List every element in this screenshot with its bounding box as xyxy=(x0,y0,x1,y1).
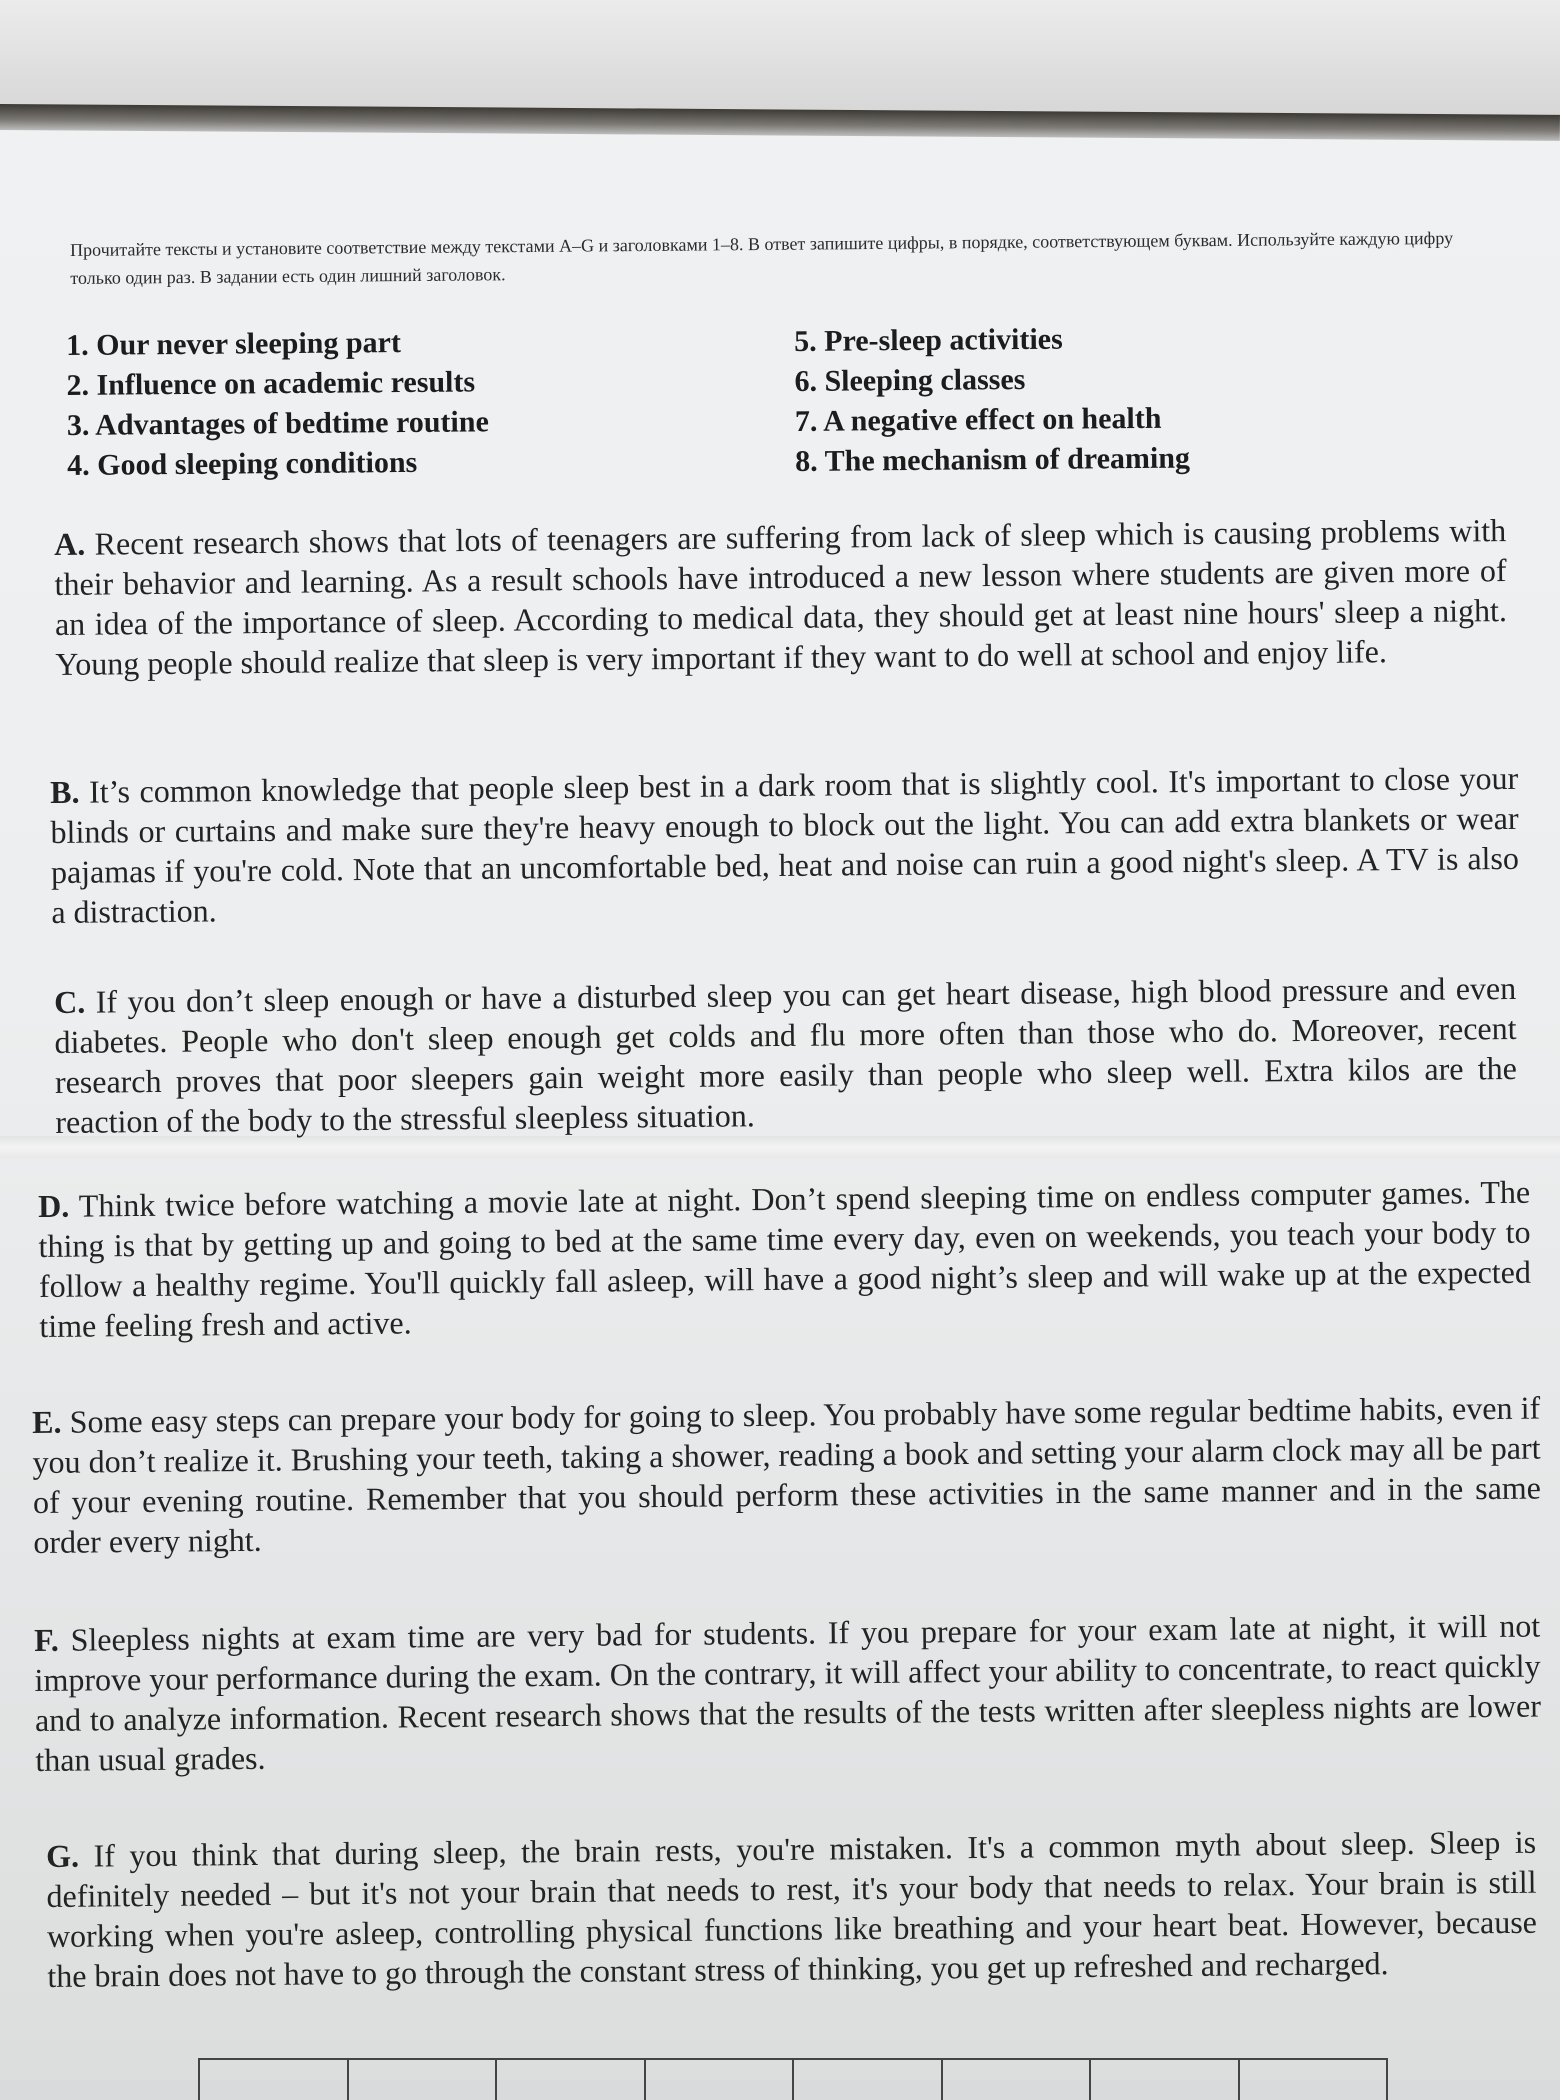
answer-cell xyxy=(198,2060,347,2100)
task-instructions: Прочитайте тексты и установите соответствие между текстами A–G и заголовками 1–8. В ответ запишите цифры, в порядке, соответствующем буквам. Используйте каждую цифру только один раз. В задании есть один лишний заголовок. xyxy=(70,227,1454,288)
answer-cell xyxy=(1238,2060,1389,2100)
text-e xyxy=(32,1388,1541,1562)
text-body: If you think that during sleep, the brain rests, you're mistaken. It's a common myth about sleep. Sleep is definitely needed – but it's not your brain that needs to rest, it's your body that needs to relax. Your brain is still working when you're asleep, controlling physical functions like breathing and your heart beat. However, because the brain does not have to go through the constant stress of thinking, you get up refreshed and recharged. xyxy=(46,1823,1538,1994)
text-body: If you don’t sleep enough or have a disturbed sleep you can get heart disease, high blood pressure and even diabetes. People who don't sleep enough get colds and flu more often than those who do. Moreover, recent research proves that poor sleepers gain weight more easily than people who sleep well. Extra kilos are the reaction of the body to the stressful sleepless situation. xyxy=(54,969,1518,1140)
text-g xyxy=(46,1822,1537,1996)
answer-cell xyxy=(941,2060,1090,2100)
text-a xyxy=(54,510,1507,684)
text-body: Some easy steps can prepare your body for going to sleep. You probably have some regular bedtime habits, even if you don’t realize it. Brushing your teeth, taking a shower, reading a book and setting your alarm clock may all be part of your evening routine. Remember that you should perform these activities in the same manner and in the same order every night. xyxy=(32,1389,1542,1560)
heading-item-5: 5. Pre-sleep activities xyxy=(794,322,1063,358)
text-letter: D. xyxy=(38,1187,70,1224)
text-body: It’s common knowledge that people sleep best in a dark room that is slightly cool. It's important to close your blinds or curtains and make sure they're heavy enough to block out the light. You can add extra blankets or wear pajamas if you're cold. Note that an uncomfortable bed, heat and noise can ruin a good night's sleep. A TV is also a distraction. xyxy=(50,759,1520,930)
text-letter: B. xyxy=(50,773,80,810)
answer-table xyxy=(198,2058,1388,2100)
answer-cell xyxy=(792,2060,941,2100)
text-c xyxy=(54,968,1517,1142)
answer-cell xyxy=(644,2060,793,2100)
heading-item-3: 3. Advantages of bedtime routine xyxy=(66,405,489,442)
answer-cell xyxy=(347,2060,496,2100)
heading-item-6: 6. Sleeping classes xyxy=(794,362,1026,398)
headings-list-right xyxy=(794,319,1190,482)
background-surface xyxy=(0,0,1560,120)
heading-item-1: 1. Our never sleeping part xyxy=(66,326,402,362)
heading-item-4: 4. Good sleeping conditions xyxy=(67,445,418,482)
text-body: Recent research shows that lots of teenagers are suffering from lack of sleep which is causing problems with their behavior and learning. As a result schools have introduced a new lesson where students are given more of an idea of the importance of sleep. According to medical data, they should get at least nine hours' sleep a night. Young people should realize that sleep is very important if they want to do well at school and enjoy life. xyxy=(54,512,1508,682)
text-letter: A. xyxy=(54,525,86,562)
answer-cell xyxy=(1089,2060,1238,2100)
text-body: Think twice before watching a movie late at night. Don’t spend sleeping time on endless computer games. The thing is that by getting up and going to bed at the same time every day, even on weekends, you teach your body to follow a healthy regime. You'll quickly fall asleep, will have a good night’s sleep and will wake up at the expected time feeling fresh and active. xyxy=(38,1173,1532,1344)
headings-list-left xyxy=(66,322,489,486)
text-d xyxy=(38,1172,1531,1346)
text-body: Sleepless nights at exam time are very bad for students. If you prepare for your exam late at night, it will not improve your performance during the exam. On the contrary, it will affect your ability to concentrate, to react quickly and to analyze information. Recent research shows that the results of the tests written after sleepless nights are lower than usual grades. xyxy=(34,1607,1542,1778)
text-b xyxy=(50,758,1519,932)
text-letter: E. xyxy=(32,1403,62,1440)
text-f xyxy=(34,1606,1541,1780)
heading-item-8: 8. The mechanism of dreaming xyxy=(795,441,1191,478)
text-letter: G. xyxy=(46,1837,80,1874)
heading-item-7: 7. A negative effect on health xyxy=(794,401,1162,438)
answer-cell xyxy=(495,2060,644,2100)
heading-item-2: 2. Influence on academic results xyxy=(66,365,476,402)
text-letter: F. xyxy=(34,1621,59,1658)
text-letter: C. xyxy=(54,983,86,1020)
